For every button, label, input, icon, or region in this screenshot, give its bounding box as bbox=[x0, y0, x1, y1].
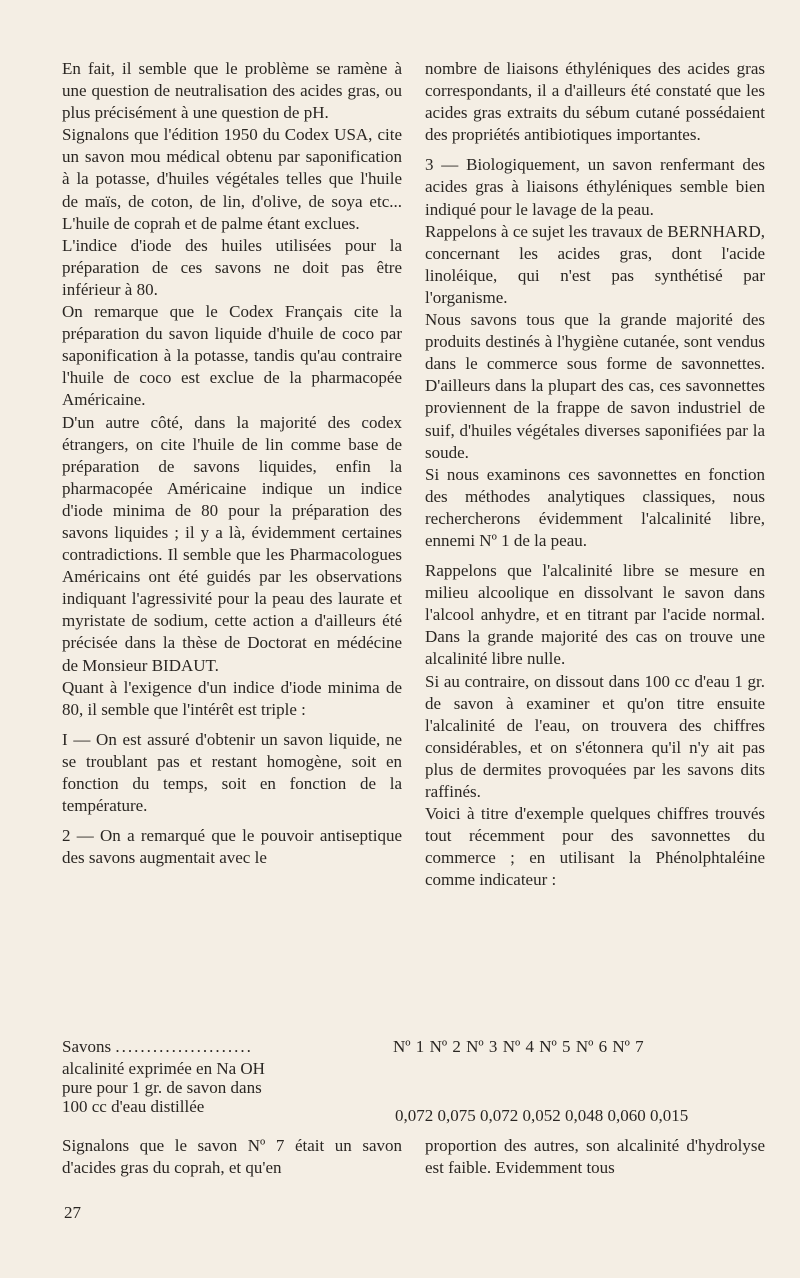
table-header-cell: Nº 7 bbox=[612, 1037, 644, 1056]
paragraph: Voici à titre d'exemple quelques chiffres trouvés tout récemment pour des savonnettes du commerce ; en utilisant la Phénolphtaléine comme indicateur : bbox=[425, 804, 765, 890]
table-header-cell: Nº 1 bbox=[393, 1037, 425, 1056]
table-value-cell: 0,072 bbox=[480, 1106, 519, 1125]
paragraph: 2 — On a remarqué que le pouvoir antiseptique des savons augmentait avec le bbox=[62, 826, 402, 868]
paragraph: Rappelons à ce sujet les travaux de BERNHARD, concernant les acides gras, dont l'acide linoléique, qui n'est pas synthétisé par l'organisme. bbox=[425, 221, 765, 307]
paragraph: L'indice d'iode des huiles utilisées pour la préparation de ces savons ne doit pas être inférieur à 80. bbox=[62, 235, 402, 299]
paragraph: D'un autre côté, dans la majorité des codex étrangers, on cite l'huile de lin comme base de préparation de savons liquides, enfin la pharmacopée Américaine indique un indice d'iode minima de 80 pour la préparation des savons liquides ; il y a là, évidemment certaines contradictions. Il semble que les Pharmacologues Américains ont été guidés par les observations indiquant l'agressivité pour la peau des laurate et myristate de sodium, cette action a d'ailleurs été précisée dans la thèse de Doctorat en médécine de Monsieur BIDAUT. bbox=[62, 412, 402, 675]
bottom-right-paragraph: proportion des autres, son alcalinité d'hydrolyse est faible. Evidemment tous bbox=[425, 1136, 765, 1177]
table-value-cell: 0,048 bbox=[565, 1106, 604, 1125]
table-row-label: Savons ...................... bbox=[62, 1037, 253, 1056]
table-header-cell: Nº 5 bbox=[539, 1037, 571, 1056]
table-header-cell: Nº 4 bbox=[502, 1037, 534, 1056]
paragraph: Rappelons que l'alcalinité libre se mesure en milieu alcoolique en dissolvant le savon dans l'alcool anhydre, et en titrant par l'acide normal. Dans la grande majorité des cas on trouve une alcalinité libre nulle. bbox=[425, 561, 765, 669]
table-value-cell: 0,075 bbox=[437, 1106, 476, 1125]
paragraph: Signalons que l'édition 1950 du Codex USA, cite un savon mou médical obtenu par saponification à la potasse, d'huiles végétales telles que l'huile de maïs, de coton, de lin, d'olive, de soya etc... L'huile de coprah et de palme étant exclues. bbox=[62, 125, 402, 233]
table-value-label: alcalinité exprimée en Na OH pure pour 1 gr. de savon dans 100 cc d'eau distillée bbox=[62, 1059, 265, 1116]
paragraph: Quant à l'exigence d'un indice d'iode minima de 80, il semble que l'intérêt est triple : bbox=[62, 677, 402, 719]
paragraph: nombre de liaisons éthyléniques des acides gras correspondants, il a d'ailleurs été constaté que les acides gras extraits du sébum cutané possédaient des propriétés antibiotiques importantes. bbox=[425, 59, 765, 145]
table-value-cell: 0,015 bbox=[650, 1106, 689, 1125]
table-header-cell: Nº 2 bbox=[429, 1037, 461, 1056]
leader-dots: ...................... bbox=[115, 1037, 253, 1056]
paragraph: Si au contraire, on dissout dans 100 cc d'eau 1 gr. de savon à examiner et qu'on titre ensuite l'alcalinité de l'eau, on trouvera des chiffres considérables, et on s'étonnera qu'il n'y ait pas plus de dermites provoquées par les savons dits raffinés. bbox=[425, 671, 765, 801]
table-value-cell: 0,052 bbox=[522, 1106, 561, 1125]
paragraph: En fait, il semble que le problème se ramène à une question de neutralisation des acides gras, ou plus précisément à une question de pH. bbox=[62, 59, 402, 123]
paragraph: Si nous examinons ces savonnettes en fonction des méthodes analytiques classiques, nous rechercherons évidemment l'alcalinité libre, ennemi Nº 1 de la peau. bbox=[425, 464, 765, 550]
table-header-cell: Nº 6 bbox=[575, 1037, 608, 1056]
bottom-left-paragraph: Signalons que le savon Nº 7 était un savon d'acides gras du coprah, et qu'en bbox=[62, 1136, 402, 1177]
page-number: 27 bbox=[64, 1203, 81, 1222]
left-column bbox=[62, 58, 402, 869]
table-value-cell: 0,060 bbox=[607, 1106, 646, 1125]
paragraph: 3 — Biologiquement, un savon renfermant des acides gras à liaisons éthyléniques semble bien indiqué pour le lavage de la peau. bbox=[425, 155, 765, 219]
table-header-cell: Nº 3 bbox=[466, 1037, 498, 1056]
paragraph: Nous savons tous que la grande majorité des produits destinés à l'hygiène cutanée, sont vendus dans le commerce sous forme de savonnettes. D'ailleurs dans la plupart des cas, ces savonnettes proviennent de la frappe de savon industriel de suif, d'huiles végétales diverses saponifiées par la soude. bbox=[425, 310, 765, 462]
table-header-row bbox=[393, 1037, 644, 1057]
paragraph: I — On est assuré d'obtenir un savon liquide, ne se troublant pas et restant homogène, soit en fonction du temps, soit en fonction de la température. bbox=[62, 729, 402, 816]
table-value-cell: 0,072 bbox=[395, 1106, 434, 1125]
table-value-row bbox=[395, 1106, 688, 1126]
paragraph: On remarque que le Codex Français cite la préparation du savon liquide d'huile de coco par saponification à la potasse, tandis qu'au contraire l'huile de coco est exclue de la pharmacopée Américaine. bbox=[62, 302, 402, 410]
right-column bbox=[425, 58, 765, 891]
